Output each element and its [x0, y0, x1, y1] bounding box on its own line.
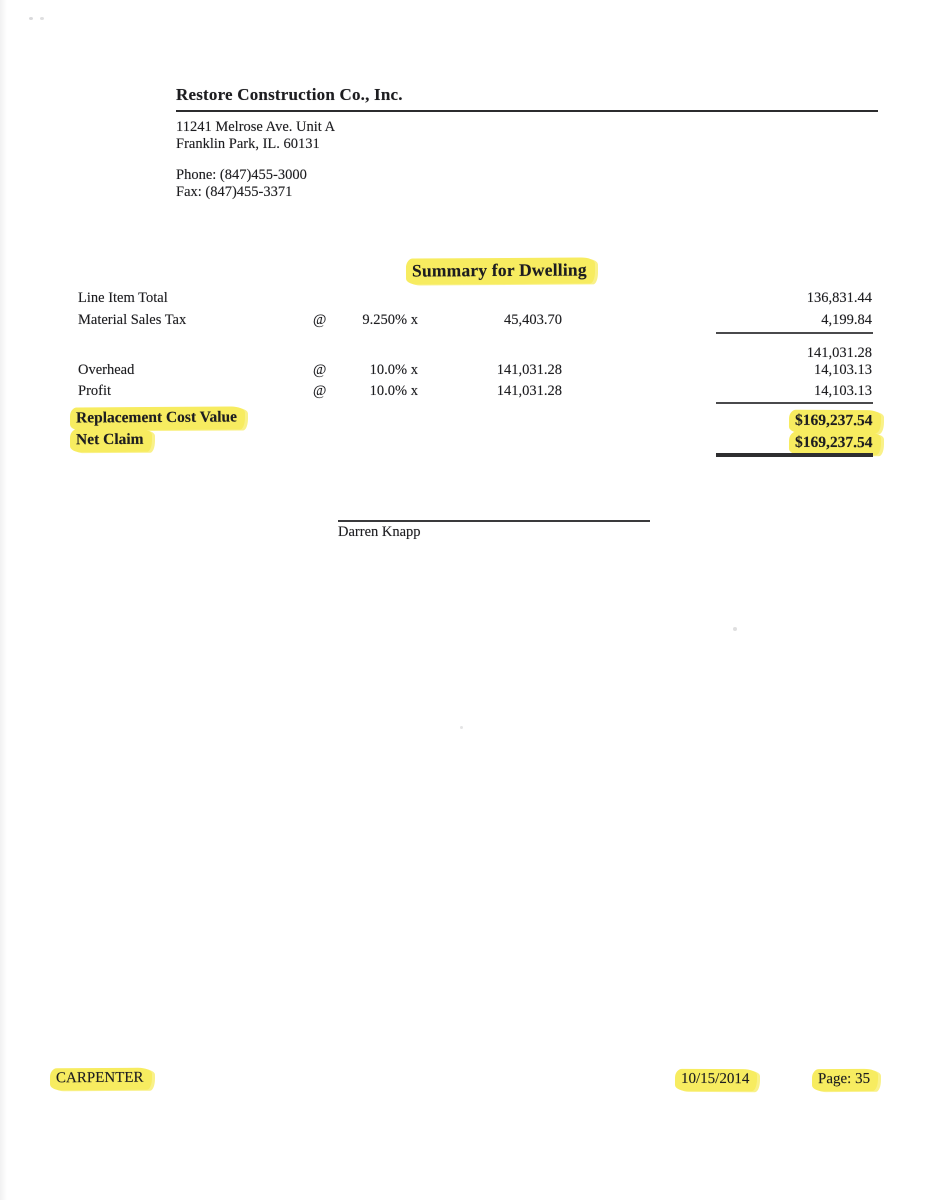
scan-speck — [460, 726, 463, 729]
row-at-sign: @ — [313, 362, 327, 378]
row-rate: 9.250% x — [362, 312, 418, 328]
header-underline — [176, 110, 878, 112]
summary-title: Summary for Dwelling — [406, 257, 595, 284]
footer-page-number: Page: 35 — [812, 1069, 878, 1091]
scan-speck — [733, 627, 737, 631]
row-amount: 4,199.84 — [821, 312, 872, 328]
subtotal-rule — [716, 332, 873, 334]
row-label: Material Sales Tax — [78, 312, 187, 328]
subtotal-amount: 141,031.28 — [806, 345, 872, 361]
row-amount: 14,103.13 — [814, 383, 872, 399]
footer-trade-label: CARPENTER — [50, 1068, 152, 1091]
scanner-edge-shadow — [0, 0, 7, 1200]
row-label: Line Item Total — [78, 290, 168, 306]
company-phone: Phone: (847)455-3000 — [176, 167, 307, 183]
row-label: Profit — [78, 383, 112, 399]
row-rate: 10.0% x — [369, 383, 418, 399]
replacement-cost-value-amount: $169,237.54 — [788, 410, 880, 433]
summary-title-wrap — [70, 258, 930, 284]
row-rate: 10.0% x — [369, 362, 418, 378]
signature-name: Darren Knapp — [338, 524, 421, 540]
row-base: 45,403.70 — [504, 312, 562, 328]
net-claim-amount: $169,237.54 — [788, 432, 880, 455]
replacement-cost-value-label: Replacement Cost Value — [70, 406, 245, 430]
grand-total-double-rule — [716, 453, 873, 457]
scan-speck — [29, 17, 33, 20]
net-claim-label: Net Claim — [70, 429, 152, 452]
row-at-sign: @ — [313, 383, 327, 399]
row-label: Overhead — [78, 362, 135, 378]
footer-date: 10/15/2014 — [675, 1069, 757, 1091]
footer-page-number-wrap — [812, 1069, 878, 1091]
row-base: 141,031.28 — [496, 383, 562, 399]
replacement-cost-value-row — [70, 407, 245, 430]
company-name: Restore Construction Co., Inc. — [176, 85, 403, 104]
company-address-line1: 11241 Melrose Ave. Unit A — [176, 119, 336, 135]
net-claim-row — [70, 429, 152, 452]
total-rule — [716, 402, 873, 404]
row-amount: 14,103.13 — [814, 362, 872, 378]
replacement-cost-value-amount-wrap — [789, 410, 881, 433]
table-row-overhead — [78, 362, 872, 382]
row-base: 141,031.28 — [496, 362, 562, 378]
footer-date-wrap — [675, 1069, 757, 1091]
footer-trade-label-wrap — [50, 1068, 152, 1090]
table-row-profit — [78, 383, 872, 403]
row-amount: 136,831.44 — [806, 290, 872, 306]
table-row-line-item-total — [78, 290, 872, 310]
row-at-sign: @ — [313, 312, 327, 328]
company-address-line2: Franklin Park, IL. 60131 — [176, 136, 320, 152]
net-claim-amount-wrap — [789, 432, 881, 455]
signature-line — [338, 520, 650, 522]
scan-speck — [40, 17, 44, 20]
company-fax: Fax: (847)455-3371 — [176, 184, 293, 200]
table-row-material-sales-tax — [78, 312, 872, 332]
